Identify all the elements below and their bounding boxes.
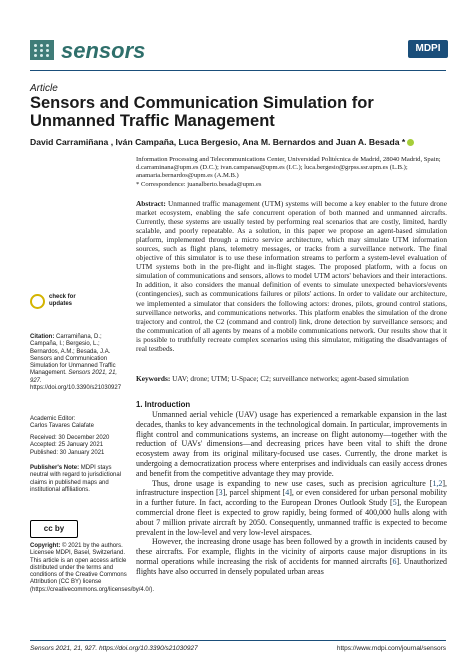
journal-name[interactable]: sensors bbox=[61, 38, 146, 63]
keywords-label: Keywords: bbox=[136, 374, 171, 383]
citation-label: Citation: bbox=[30, 334, 55, 340]
authors-text: David Carramiñana , Iván Campaña, Luca Bergesio, Ana M. Bernardos and Juan A. Besada * bbox=[30, 137, 406, 147]
intro-paragraph-3: However, the increasing drone usage has been followed by a growth in incidents caused by these aircrafts. For example, flights in the vicinity of airports cause major disruptions in its normal operations while increasing the risk of accidents for manned aircrafts [6]. Unauthorized flights have also occurred in densely populated urban areas bbox=[136, 537, 447, 576]
received-date: Received: 30 December 2020 bbox=[30, 435, 110, 441]
citation-text: Carramiñana, D.; Campaña, I.; Bergesio, L.; Bernardos, A.M.; Besada, J.A. Sensors and Communication Simulation for Unmanned Traffic Management. bbox=[30, 334, 116, 377]
check-for-updates-badge[interactable] bbox=[30, 292, 90, 322]
introduction-body bbox=[136, 410, 447, 577]
keywords bbox=[136, 374, 447, 383]
copyright-text: © 2021 by the authors. Licensee MDPI, Basel, Switzerland. This article is an open access article distributed under the terms and conditions of the Creative Commons Attribution (CC BY) license (https://creativecommons.org/licenses/by/4.0/). bbox=[30, 543, 155, 593]
citation-link[interactable]: 4 bbox=[285, 488, 290, 498]
citation-link[interactable]: 3 bbox=[218, 488, 223, 498]
citation-link[interactable]: 6 bbox=[392, 556, 397, 566]
citation-link[interactable]: 1,2 bbox=[432, 478, 443, 488]
publisher-note bbox=[30, 465, 130, 494]
article-type: Article bbox=[30, 83, 58, 94]
publisher-note-text: MDPI stays neutral with regard to jurisdictional claims in published maps and institutional affiliations. bbox=[30, 465, 122, 493]
intro-paragraph-2: Thus, drone usage is expanding to new use cases, such as precision agriculture [1,2], infrastructure inspection [3], parcel shipment [4], or even considered for urban personal mobility in a further future. In fact, according to the European Drones Outlook Study [5], the European commercial drone fleet is expected to grow rapidly, being formed of 400,000 hulls along with about 7 million private aircraft by 2050. Consequently, unmanned traffic is expected to become prevalent in the low-level and very low-level airspaces. bbox=[136, 478, 448, 537]
section-heading: 1. Introduction bbox=[136, 400, 191, 409]
orcid-icon[interactable] bbox=[407, 139, 414, 146]
footer-journal-link[interactable]: https://www.mdpi.com/journal/sensors bbox=[336, 645, 446, 652]
check-updates-label: check for updates bbox=[49, 294, 76, 307]
citation-journal: Sensors 2021, 21, 927. bbox=[30, 370, 118, 384]
affiliation-block bbox=[136, 156, 446, 189]
intro-paragraph-1: Unmanned aerial vehicle (UAV) usage has experienced a remarkable expansion in the last decades, thanks to key advancements in the technological domain. In particular, improvements in flight control and communications systems, an increase on flight autonomy—together with the reduction of UAVs' dimensions—and decreasing prices have been vital to shift the drone ecosystem away from its original military-focused use cases. Currently, the drone market is undergoing a democratization process where enterprises and individuals can easily access drones and benefit from the competitive advantage they may provide. bbox=[136, 410, 447, 478]
accepted-date: Accepted: 25 January 2021 bbox=[30, 442, 104, 449]
author-list bbox=[30, 137, 445, 147]
article-title: Sensors and Communication Simulation for Unmanned Traffic Management bbox=[30, 94, 374, 130]
editor-block bbox=[30, 416, 130, 431]
mdpi-logo[interactable]: MDPI bbox=[408, 40, 448, 58]
abstract-text: Unmanned traffic management (UTM) systems will become a key enabler to the future drone market ecosystem, enabling the safe concurrent operation of both manned and unmanned aircrafts. Currently, these systems are usually tested by performing real scenarios that are costly, limited, hardly scalable, and poorly repeatable. As a solution, in this paper we propose an agent-based simulation platform, implemented through a micro service architecture, which may simulate UTM information sources, such as flight plans, telemetry messages, or tracks from a surveillance network. The final objective of this simulator is to use these information streams to perform a system-level evaluation of UTM systems both in the pre-flight and in-flight stages. The proposed platform, with a focus on simulation of communications and sensors, allows to model UTM actors' behaviors and their interactions. In addition, it also considers the manual definition of events to simulate unexpected behaviors/events (contingencies), such as communications failures or pilots' actions. In order to validate our architecture, we implemented a simulator that considers the following actors: drones, pilots, ground control stations, surveillance networks, and communications networks. This platform enables the simulation of the drone trajectory and control, the C2 (command and control) link, drone detection by surveillance sensors; and the communication of all agents by means of a mobile communications network. Our results show that it is possible to truthfully recreate complex scenarios using this simulator, mitigating the disadvantages of real testbeds. bbox=[136, 199, 447, 353]
sensors-logo-icon bbox=[30, 40, 54, 60]
footer-rule bbox=[30, 640, 446, 641]
correspondence-text: * Correspondence: juanalberto.besada@upm.es bbox=[136, 180, 262, 188]
header-rule bbox=[30, 70, 446, 71]
affiliation-text: Information Processing and Telecommunications Center, Universidad Politécnica de Madrid, 28040 Madrid, Spain; d.carraminana@upm.es (D.C.); ivan.campanaa@upm.es (I.C.); luca.bergesio@grpss.ssr.upm.es (L.B.); anamaria.bernardos@upm.es (A.M.B.) bbox=[136, 156, 441, 180]
editor-label: Academic Editor: bbox=[30, 416, 76, 422]
citation-block bbox=[30, 334, 130, 392]
copyright-block bbox=[30, 543, 155, 594]
editor-name: Carlos Tavares Calafate bbox=[30, 423, 94, 430]
copyright-label: Copyright: bbox=[30, 543, 61, 549]
dates-block bbox=[30, 435, 130, 457]
check-updates-icon bbox=[30, 294, 45, 309]
published-date: Published: 30 January 2021 bbox=[30, 449, 105, 456]
abstract bbox=[136, 199, 447, 353]
abstract-label: Abstract: bbox=[136, 199, 166, 208]
citation-doi[interactable]: https://doi.org/10.3390/s21030927 bbox=[30, 385, 122, 392]
publisher-note-label: Publisher's Note: bbox=[30, 465, 80, 471]
cc-license-badge[interactable]: cc by bbox=[30, 520, 78, 538]
citation-link[interactable]: 5 bbox=[392, 498, 397, 508]
keywords-text: UAV; drone; UTM; U-Space; C2; surveillance networks; agent-based simulation bbox=[172, 374, 409, 383]
footer-citation: Sensors 2021, 21, 927. https://doi.org/10.3390/s21030927 bbox=[30, 645, 198, 652]
